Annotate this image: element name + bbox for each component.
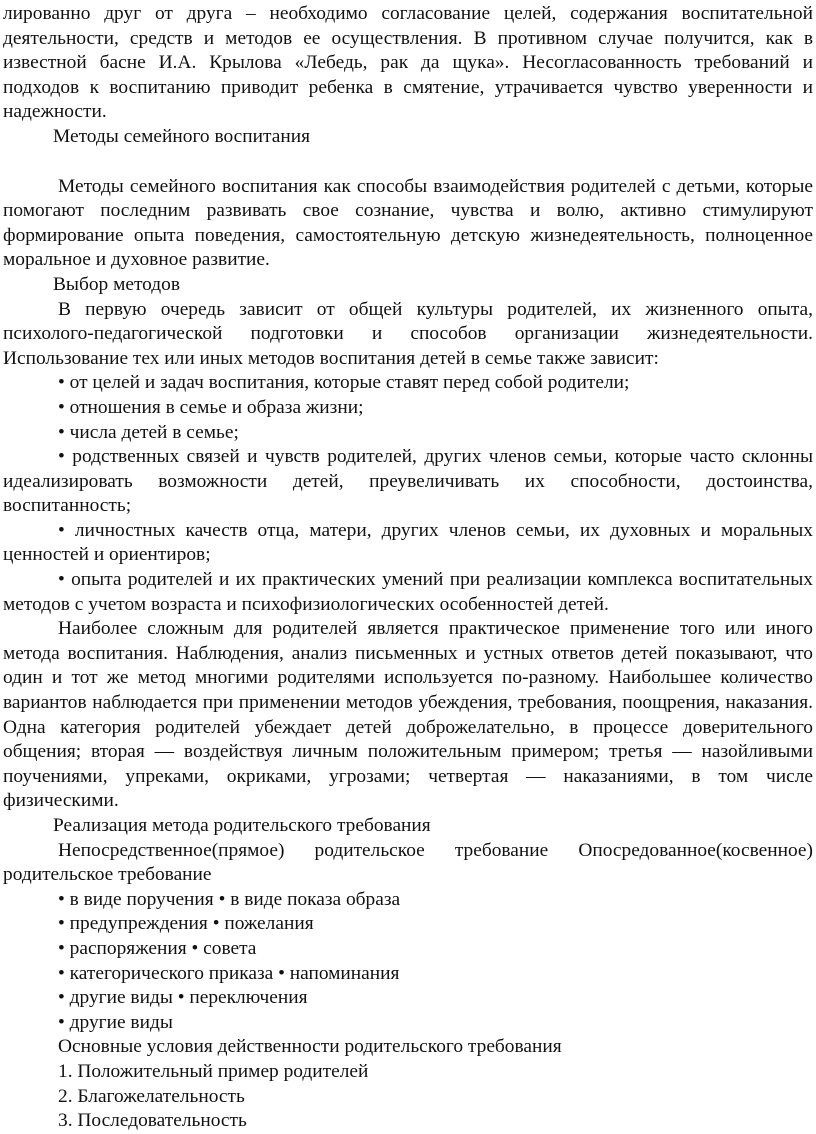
list-item: • другие виды • переключения [58,987,308,1009]
heading-choice-of-methods: Выбор методов [53,273,181,295]
list-item: • распоряжения • совета [58,937,257,959]
heading-family-methods: Методы семейного воспитания [53,125,311,147]
bullet-item-children-count: • числа детей в семье; [58,421,239,443]
bullet-item-goals: • от целей и задач воспитания, которые ставят перед собой родители; [58,372,630,394]
bullet-item-personal-qualities: • личностных качеств отца, матери, других членов семьи, их духовных и моральных ценностей и ориентиров; [3,519,813,566]
heading-effectiveness-conditions: Основные условия действенности родительского требования [58,1036,562,1058]
blank-line [3,150,813,175]
numbered-item: 2. Благожелательность [58,1085,245,1107]
numbered-item: 1. Положительный пример родителей [58,1060,369,1082]
list-item: • категорического приказа • напоминания [58,962,400,984]
bullet-item-family-ties: • родственных связей и чувств родителей, других членов семьи, которые часто склонны идеализировать возможности детей, преувеличивать их способности, достоинства, воспитанность; [3,446,813,517]
heading-parental-demand: Реализация метода родительского требования [53,815,431,836]
numbered-item: 3. Последовательность [58,1110,247,1132]
bullet-item-relations: • отношения в семье и образа жизни; [58,396,364,418]
paragraph-demand-types: Непосредственное(прямое) родительское требование Опосредованное(косвенное) родительское требование [3,839,813,886]
bullet-item-parent-experience: • опыта родителей и их практических умений при реализации комплекса воспитательных методов с учетом возраста и психофизиологических особенностей детей. [3,569,813,615]
paragraph-continuation: лированно друг от друга – необходимо согласование целей, содержания воспитательной деятельности, средств и методов ее осуществления. В противном случае получится, как в известной басне И.А. Крылова «Лебедь, рак да щука». Несогласованность требований и подходов к воспитанию приводит ребенка в смятение, утрачивается чувство уверенности и надежности. [3,3,813,123]
list-item: • предупреждения • пожелания [58,913,314,935]
paragraph-method-application: Наиболее сложным для родителей является практическое применение того или иного метода воспитания. Наблюдения, анализ письменных и устных ответов детей показывают, что один и тот же метод многими родителями используется по-разному. Наибольшее количество вариантов наблюдается при применении методов убеждения, требования, поощрения, наказания. Одна категория родителей убеждает детей доброжелательно, в процессе доверительного общения; вторая — воздействуя личным положительным примером; третья — назойливыми поучениями, упреками, окриками, угрозами; четвертая — наказаниями, в том числе физическими. [3,618,813,812]
list-item: • другие виды [58,1011,173,1033]
paragraph-choice-depends: В первую очередь зависит от общей культуры родителей, их жизненного опыта, психолого-педагогической подготовки и способов организации жизнедеятельности. Использование тех или иных методов воспитания детей в семье также зависит: [3,298,813,369]
paragraph-methods-definition: Методы семейного воспитания как способы взаимодействия родителей с детьми, которые помогают последним развивать свое сознание, чувства и волю, активно стимулируют формирование опыта поведения, самостоятельную детскую жизнедеятельность, полноценное моральное и духовное развитие. [3,175,813,271]
list-item: • в виде поручения • в виде показа образа [58,888,401,910]
